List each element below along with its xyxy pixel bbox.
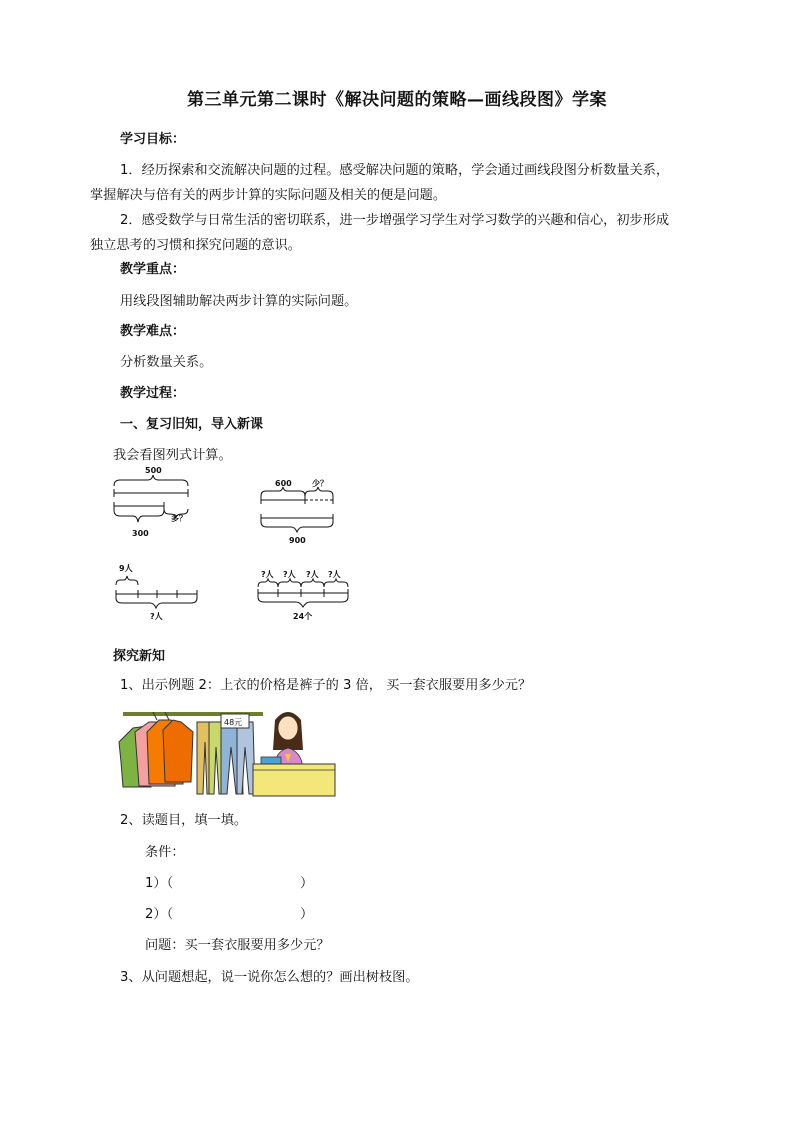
goal-2-line-1: 2．感受数学与日常生活的密切联系，进一步增强学习学生对学习数学的兴趣和信心，初步形成: [120, 213, 670, 228]
diagram-1-extra-label: 多？: [171, 514, 187, 523]
process-heading: 教学过程：: [120, 386, 186, 401]
diagram-1-top-brace: [114, 475, 188, 486]
goal-1-line-2: 掌握解决与倍有关的两步计算的实际问题及相关的便是问题。: [90, 188, 447, 203]
condition-label: 条件：: [145, 845, 185, 860]
diagram-3-total-label: ?人: [150, 612, 163, 621]
key-point-text: 用线段图辅助解决两步计算的实际问题。: [120, 294, 358, 309]
diagram-2-left-brace: [261, 487, 305, 496]
goals-heading: 学习目标：: [120, 132, 186, 147]
diagram-1-bottom-label: 300: [132, 529, 149, 538]
step-2-text: 2、读题目，填一填。: [120, 813, 248, 828]
condition-2-open: 2）（: [145, 907, 174, 922]
price-tag: [221, 714, 249, 728]
step-3-text: 3、从问题想起，说一说你怎么想的？画出树枝图。: [120, 970, 419, 985]
goal-1-line-1: 1．经历探索和交流解决问题的过程。感受解决问题的策略，学会通过画线段图分析数量关系，: [120, 163, 670, 178]
diagram-3-unit-brace: [116, 576, 138, 585]
diagram-3-total-brace: [116, 598, 197, 608]
difficulty-text: 分析数量关系。: [120, 355, 213, 370]
goal-2-line-2: 独立思考的习惯和探究问题的意识。: [90, 238, 301, 253]
diagram-2-less-brace: [305, 487, 333, 496]
diagram-3-unit-label: 9人: [119, 564, 133, 573]
diagram-2-total-label: 900: [289, 536, 306, 545]
step-1-text: 1、出示例题 2：上衣的价格是裤子的 3 倍， 买一套衣服要用多少元？: [120, 678, 532, 693]
clothing-shop-illustration: [113, 702, 338, 797]
line-segment-diagrams: [0, 460, 794, 635]
question-text: 问题：买一套衣服要用多少元？: [145, 938, 330, 953]
condition-1-open: 1）（: [145, 876, 174, 891]
diagram-4-seg-2-label: ?人: [283, 570, 296, 579]
diagram-4-seg-3-label: ?人: [306, 570, 319, 579]
price-tag-text: 48元: [224, 718, 243, 727]
diagram-4: [258, 579, 348, 607]
shop-counter: [253, 764, 335, 796]
diagram-2-less-label: 少？: [312, 479, 328, 488]
diagram-4-seg-4-label: ?人: [328, 570, 341, 579]
diagram-1-bottom-brace: [114, 510, 164, 522]
diagram-4-total-label: 24个: [293, 612, 313, 621]
difficulty-heading: 教学难点：: [120, 324, 186, 339]
condition-1-close: ）: [300, 876, 314, 891]
page-title: 第三单元第二课时《解决问题的策略—画线段图》学案: [187, 90, 607, 110]
diagram-2: [261, 487, 333, 532]
explore-heading: 探究新知: [113, 649, 166, 664]
key-point-heading: 教学重点：: [120, 262, 186, 277]
intro-text: 我会看图列式计算。: [113, 448, 232, 463]
jackets-group: [119, 712, 193, 787]
section-1-heading: 一、复习旧知，导入新课: [120, 417, 264, 432]
diagram-2-total-brace: [261, 522, 333, 532]
diagram-4-total-brace: [258, 597, 348, 607]
trousers-group: [197, 722, 255, 794]
diagram-1-top-label: 500: [145, 466, 162, 475]
diagram-2-left-label: 600: [275, 479, 292, 488]
condition-2-close: ）: [300, 907, 314, 922]
diagram-3: [116, 576, 197, 608]
diagram-4-seg-1-label: ?人: [261, 570, 274, 579]
